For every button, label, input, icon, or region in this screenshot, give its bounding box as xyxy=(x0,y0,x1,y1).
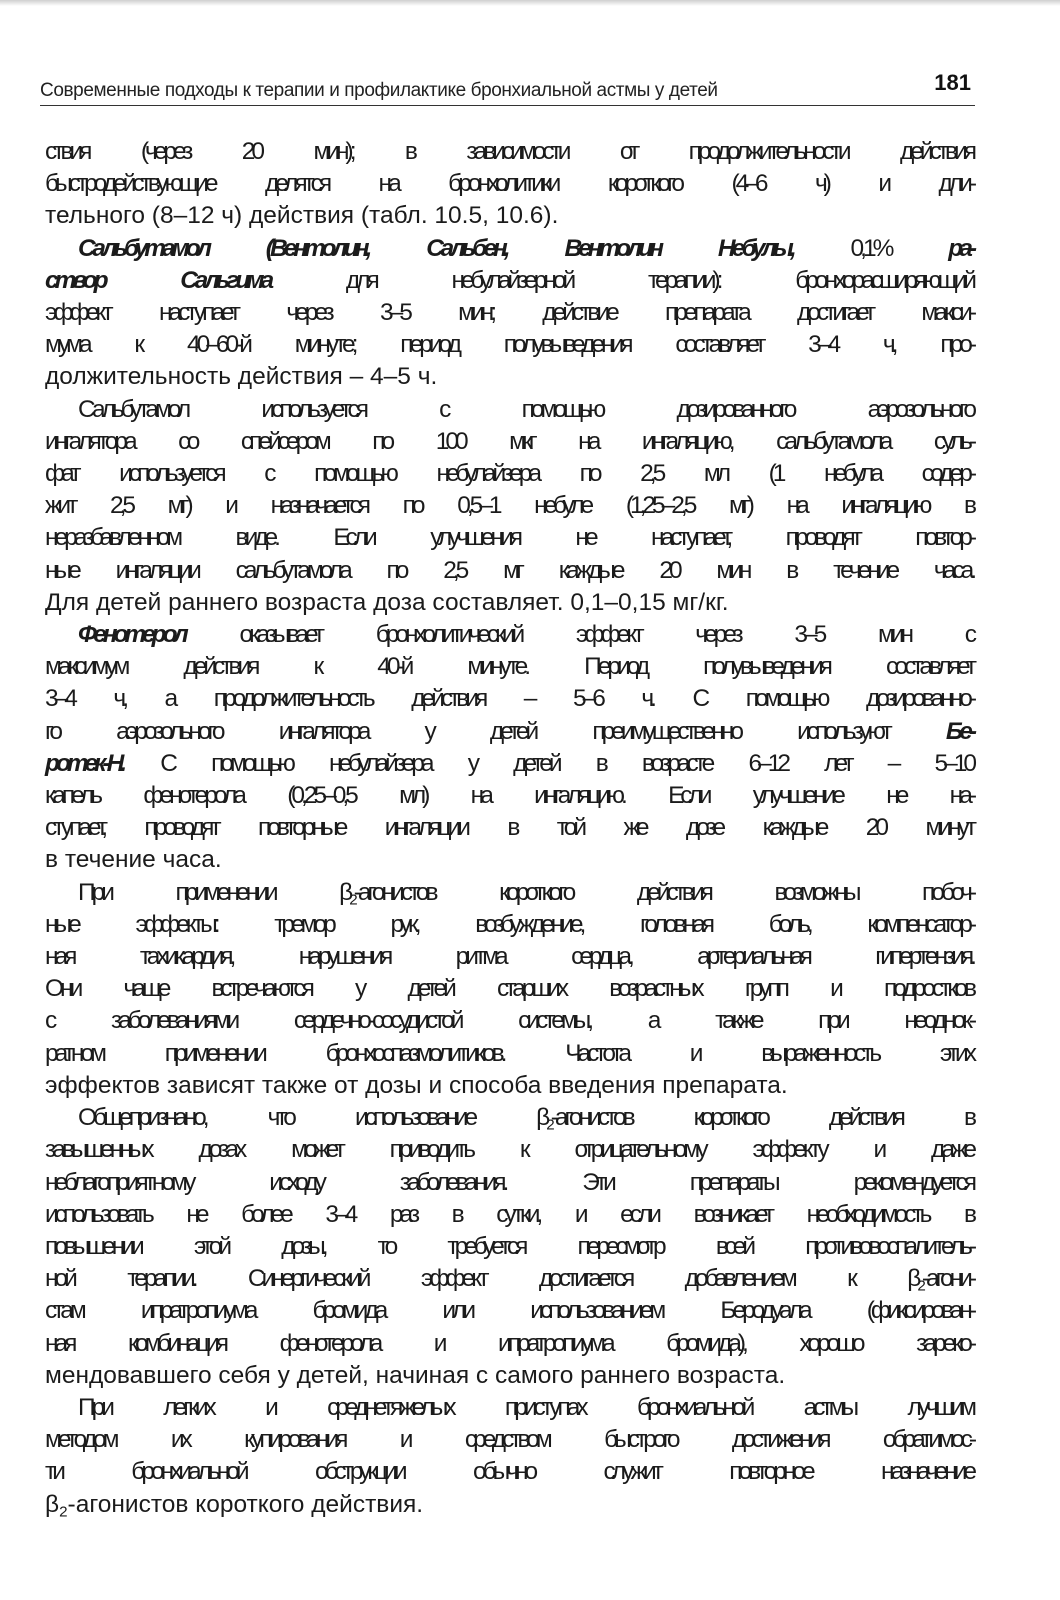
text-line xyxy=(45,361,973,393)
text-run: эффектов зависят также от дозы и способа введения препарата. xyxy=(45,1071,788,1099)
subscript: 2 xyxy=(349,890,354,908)
text-run: тельного (8–12 ч) действия (табл. 10.5, 10.6). xyxy=(45,202,559,230)
text-line xyxy=(45,458,973,490)
text-run: ти бронхиальной обструкции обычно служит повторное назначение xyxy=(45,1458,973,1486)
header-rule xyxy=(40,105,975,107)
text-line xyxy=(45,973,973,1005)
text-run: неразбавленном виде. Если улучшения не наступает, проводят повтор- xyxy=(45,524,973,552)
text-line xyxy=(45,1392,973,1424)
text-run: в течение часа. xyxy=(45,846,222,874)
text-line xyxy=(45,1134,973,1166)
text-run: При применении β xyxy=(78,878,350,906)
text-line xyxy=(45,909,973,941)
page-number: 181 xyxy=(934,70,971,95)
text-line xyxy=(45,619,973,651)
text-line xyxy=(45,1489,973,1521)
text-run: -агонистов короткого действия возможны побоч- xyxy=(353,878,973,906)
text-run: стам ипратропиума бромида или использованием Беродуала (фиксирован- xyxy=(45,1297,973,1325)
text-run: ствия (через 20 мин); в зависимости от продолжительности действия xyxy=(45,138,973,165)
text-line xyxy=(45,1360,973,1392)
text-run: Они чаще встречаются у детей старших возрастных групп и подростков xyxy=(45,975,973,1003)
text-line xyxy=(45,1070,973,1102)
text-line xyxy=(45,1231,973,1263)
subscript: 2 xyxy=(59,1502,68,1520)
text-line xyxy=(45,1456,973,1488)
text-run: ные эффекты: тремор рук, возбуждение, головная боль, компенсатор- xyxy=(45,910,973,938)
drug-name-emphasis: ротек-Н. xyxy=(45,749,124,777)
text-line xyxy=(45,394,973,426)
text-line xyxy=(45,426,973,458)
text-line xyxy=(45,844,973,876)
text-run: завышенных дозах может приводить к отрицательному эффекту и даже xyxy=(45,1136,973,1164)
text-run: максимум действия к 40-й минуте. Период полувыведения составляет xyxy=(45,653,973,681)
drug-name-emphasis: Бе- xyxy=(945,717,973,745)
subscript: 2 xyxy=(546,1116,551,1134)
text-line xyxy=(45,233,973,265)
text-line xyxy=(45,1038,973,1070)
text-run: фат используется с помощью небулайзера по 2,5 мл (1 небула содер- xyxy=(45,460,973,488)
text-run: неблагоприятному исходу заболевания. Эти препараты рекомендуется xyxy=(45,1168,973,1196)
text-run: эффект наступает через 3–5 мин; действие препарата достигает макси- xyxy=(45,299,973,327)
text-line xyxy=(45,168,973,200)
text-line xyxy=(45,136,973,168)
text-run: 3–4 ч, а продолжительность действия – 5–6 ч. С помощью дозированно- xyxy=(45,685,973,713)
text-run: -агонистов короткого действия. xyxy=(67,1490,424,1518)
text-line xyxy=(45,1295,973,1327)
text-run: -агони- xyxy=(921,1265,973,1293)
text-line xyxy=(45,1005,973,1037)
text-run: Сальбутамол используется с помощью дозированного аэрозольного xyxy=(78,395,973,423)
text-line xyxy=(45,490,973,522)
text-line xyxy=(45,1102,973,1134)
text-line xyxy=(45,683,973,715)
text-run: капель фенотерола (0,25–0,5 мл) на ингаляцию. Если улучшение не на- xyxy=(45,782,973,810)
running-title: Современные подходы к терапии и профилактике бронхиальной астмы у детей xyxy=(40,80,718,101)
text-run: ратном применении бронхоспазмолитиков. Частота и выраженность этих xyxy=(45,1039,973,1067)
page-header xyxy=(40,72,975,106)
text-run: мендовавшего себя у детей, начиная с самого раннего возраста. xyxy=(45,1361,786,1389)
text-run: мума к 40–60-й минуте; период полувыведения составляет 3–4 ч, про- xyxy=(45,331,973,359)
text-run: -агонистов короткого действия в xyxy=(550,1104,973,1132)
text-line xyxy=(45,522,973,554)
text-line xyxy=(45,329,973,361)
text-line xyxy=(45,200,973,232)
text-line xyxy=(45,780,973,812)
text-run: жит 2,5 мг) и назначается по 0,5–1 небуле (1,25–2,5 мг) на ингаляцию в xyxy=(45,492,973,520)
text-run: ной терапии. Синергический эффект достигается добавлением к β xyxy=(45,1265,918,1293)
text-run: методом их купирования и средством быстрого достижения обратимос- xyxy=(45,1426,973,1454)
drug-name-emphasis: створ Сальгима xyxy=(45,266,271,294)
text-line xyxy=(45,877,973,909)
text-run: С помощью небулайзера у детей в возрасте 6–12 лет – 5–10 xyxy=(123,749,973,777)
text-run: Общепризнано, что использование β xyxy=(78,1104,547,1132)
text-line xyxy=(45,587,973,619)
text-run: ная тахикардия, нарушения ритма сердца, артериальная гипертензия. xyxy=(45,943,973,971)
text-line xyxy=(45,716,973,748)
text-line xyxy=(45,555,973,587)
text-run: быстродействующие делятся на бронхолитики короткого (4–6 ч) и дли- xyxy=(45,170,973,198)
text-run: ступает, проводят повторные ингаляции в той же дозе каждые 20 минут xyxy=(45,814,973,842)
drug-name-emphasis: ра- xyxy=(948,234,973,262)
drug-name-emphasis: Фенотерол xyxy=(78,621,185,649)
text-run: для небулайзерной терапии): бронхорасширяющий xyxy=(270,266,973,294)
text-line xyxy=(45,941,973,973)
text-run: ные ингаляции сальбутамола по 2,5 мг каждые 20 мин в течение часа. xyxy=(45,556,973,584)
text-run: оказывает бронхолитический эффект через 3–5 мин с xyxy=(184,621,973,649)
text-run: ная комбинация фенотерола и ипратропиума бромида), хорошо зареко- xyxy=(45,1329,973,1357)
text-line xyxy=(45,1199,973,1231)
text-run: должительность действия – 4–5 ч. xyxy=(45,363,438,391)
subscript: 2 xyxy=(917,1277,922,1295)
text-line xyxy=(45,812,973,844)
text-run: с заболеваниями сердечно-сосудистой системы, а также при неоднок- xyxy=(45,1007,973,1035)
text-run: ингалятора со спейсером по 100 мкг на ингаляцию, сальбутамола суль- xyxy=(45,427,973,455)
text-line xyxy=(45,265,973,297)
text-run: го аэрозольного ингалятора у детей преимущественно используют xyxy=(45,717,946,745)
text-run: 0,1% xyxy=(792,234,949,262)
text-line xyxy=(45,1263,973,1295)
text-line xyxy=(45,1167,973,1199)
text-run: β xyxy=(45,1490,60,1518)
page-top-edge xyxy=(0,0,1060,6)
text-line xyxy=(45,1328,973,1360)
text-line xyxy=(45,651,973,683)
text-run: Для детей раннего возраста доза составляет. 0,1–0,15 мг/кг. xyxy=(45,588,729,616)
drug-name-emphasis: Сальбутамол (Вентолин, Сальбен, Вентолин Небулы, xyxy=(78,234,793,262)
text-run: При легких и среднетяжелых приступах бронхиальной астмы лучшим xyxy=(78,1393,973,1421)
text-line xyxy=(45,748,973,780)
text-line xyxy=(45,1424,973,1456)
text-run: повышении этой дозы, то требуется пересмотр всей противовоспалитель- xyxy=(45,1232,973,1260)
text-line xyxy=(45,297,973,329)
body-text xyxy=(45,136,973,1521)
text-run: использовать не более 3–4 раз в сутки, и если возникает необходимость в xyxy=(45,1200,973,1228)
